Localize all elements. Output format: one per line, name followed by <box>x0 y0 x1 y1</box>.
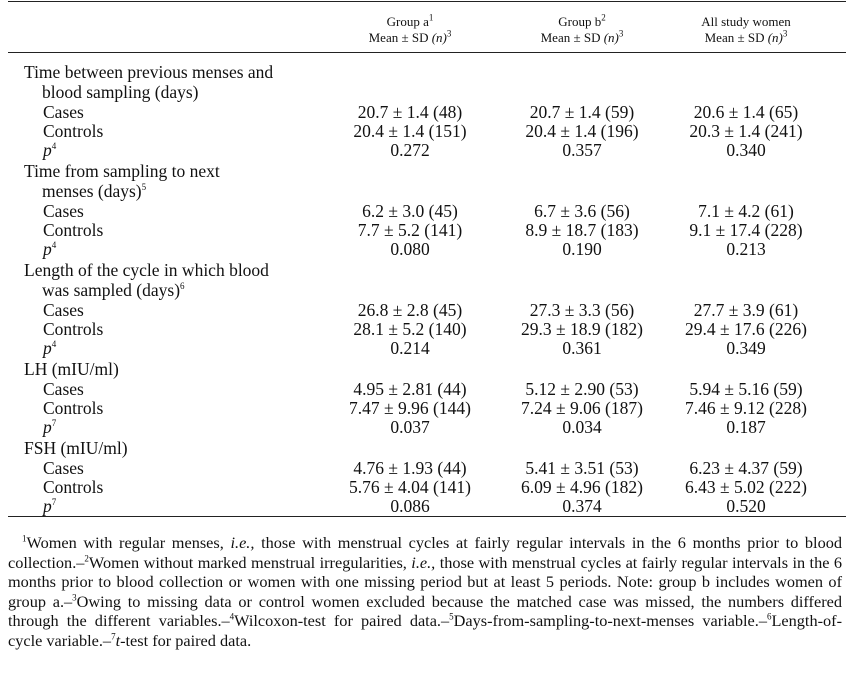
table-row-controls: Controls 7.47 ± 9.96 (144) 7.24 ± 9.06 (187) 7.46 ± 9.12 (228) <box>43 398 807 418</box>
section-label-row: Time between previous menses and <box>24 62 274 82</box>
header-group-b: Group $b^2$ Mean ± SD $(n)^3$ <box>540 12 624 45</box>
header-group-a: Group $a^1$ Mean ± SD $(n)^3$ <box>368 12 452 45</box>
table-row-cases: Cases 4.76 ± 1.93 (44) 5.41 ± 3.51 (53) 6.23 ± 4.37 (59) <box>43 458 803 478</box>
section-label-row: menses (days)$^5$ <box>42 181 147 201</box>
header-all-study-women: All study women Mean ± SD $(n)^3$ <box>701 14 791 45</box>
section-label-row: LH (mIU/ml) <box>24 359 119 379</box>
table-row-cases: Cases 6.2 ± 3.0 (45) 6.7 ± 3.6 (56) 7.1 ± 4.2 (61) <box>43 201 794 221</box>
table-row-p-value: $p^7$ 0.086 0.374 0.520 <box>43 496 766 516</box>
table-row-p-value: $p^4$ 0.272 0.357 0.340 <box>43 140 766 160</box>
header-rule <box>8 52 846 53</box>
table-row-p-value: $p^4$ 0.214 0.361 0.349 <box>43 338 766 358</box>
table-row-cases: Cases 4.95 ± 2.81 (44) 5.12 ± 2.90 (53) 5.94 ± 5.16 (59) <box>43 379 803 399</box>
table-bottom-rule <box>8 516 846 517</box>
section-label-row: Time from sampling to next <box>24 161 220 181</box>
table-row-controls: Controls 7.7 ± 5.2 (141) 8.9 ± 18.7 (183) 9.1 ± 17.4 (228) <box>43 220 803 240</box>
table-top-rule <box>8 1 846 2</box>
table-row-cases: Cases 26.8 ± 2.8 (45) 27.3 ± 3.3 (56) 27.7 ± 3.9 (61) <box>43 300 799 320</box>
table-row-controls: Controls 20.4 ± 1.4 (151) 20.4 ± 1.4 (196) 20.3 ± 1.4 (241) <box>43 121 803 141</box>
section-label-row: Length of the cycle in which blood <box>24 260 269 280</box>
table-row-controls: Controls 5.76 ± 4.04 (141) 6.09 ± 4.96 (182) 6.43 ± 5.02 (222) <box>43 477 807 497</box>
table-row-p-value: $p^4$ 0.080 0.190 0.213 <box>43 239 766 259</box>
section-label-row: FSH (mIU/ml) <box>24 438 128 458</box>
table-row-controls: Controls 28.1 ± 5.2 (140) 29.3 ± 18.9 (182) 29.4 ± 17.6 (226) <box>43 319 807 339</box>
section-label-row: blood sampling (days) <box>42 82 199 102</box>
table-row-p-value: $p^7$ 0.037 0.034 0.187 <box>43 417 766 437</box>
section-label-row: was sampled (days)$^6$ <box>42 280 185 300</box>
table-row-cases: Cases 20.7 ± 1.4 (48) 20.7 ± 1.4 (59) 20.6 ± 1.4 (65) <box>43 102 799 122</box>
table-footnotes: $^1$Women with regular menses, i.e., those with menstrual cycles at fairly regular intervals in the 6 months prior to blood collection.–$^2$Women without marked menstrual irregularities, i.e., those with menstrual cycles at fairly regular intervals in the 6 months prior to blood collection or women with one missing period but at least 5 periods. Note: group b includes women of group a.–$^3$Owing to missing data or control women excluded because the matched case was missed, the numbers differed through the different variables.–$^4$Wilcoxon-test for paired data.–$^5$Days-from-sampling-to-next-menses variable.–$^6$Length-of-cycle variable.–$^7$t-test for paired data. <box>8 533 842 650</box>
